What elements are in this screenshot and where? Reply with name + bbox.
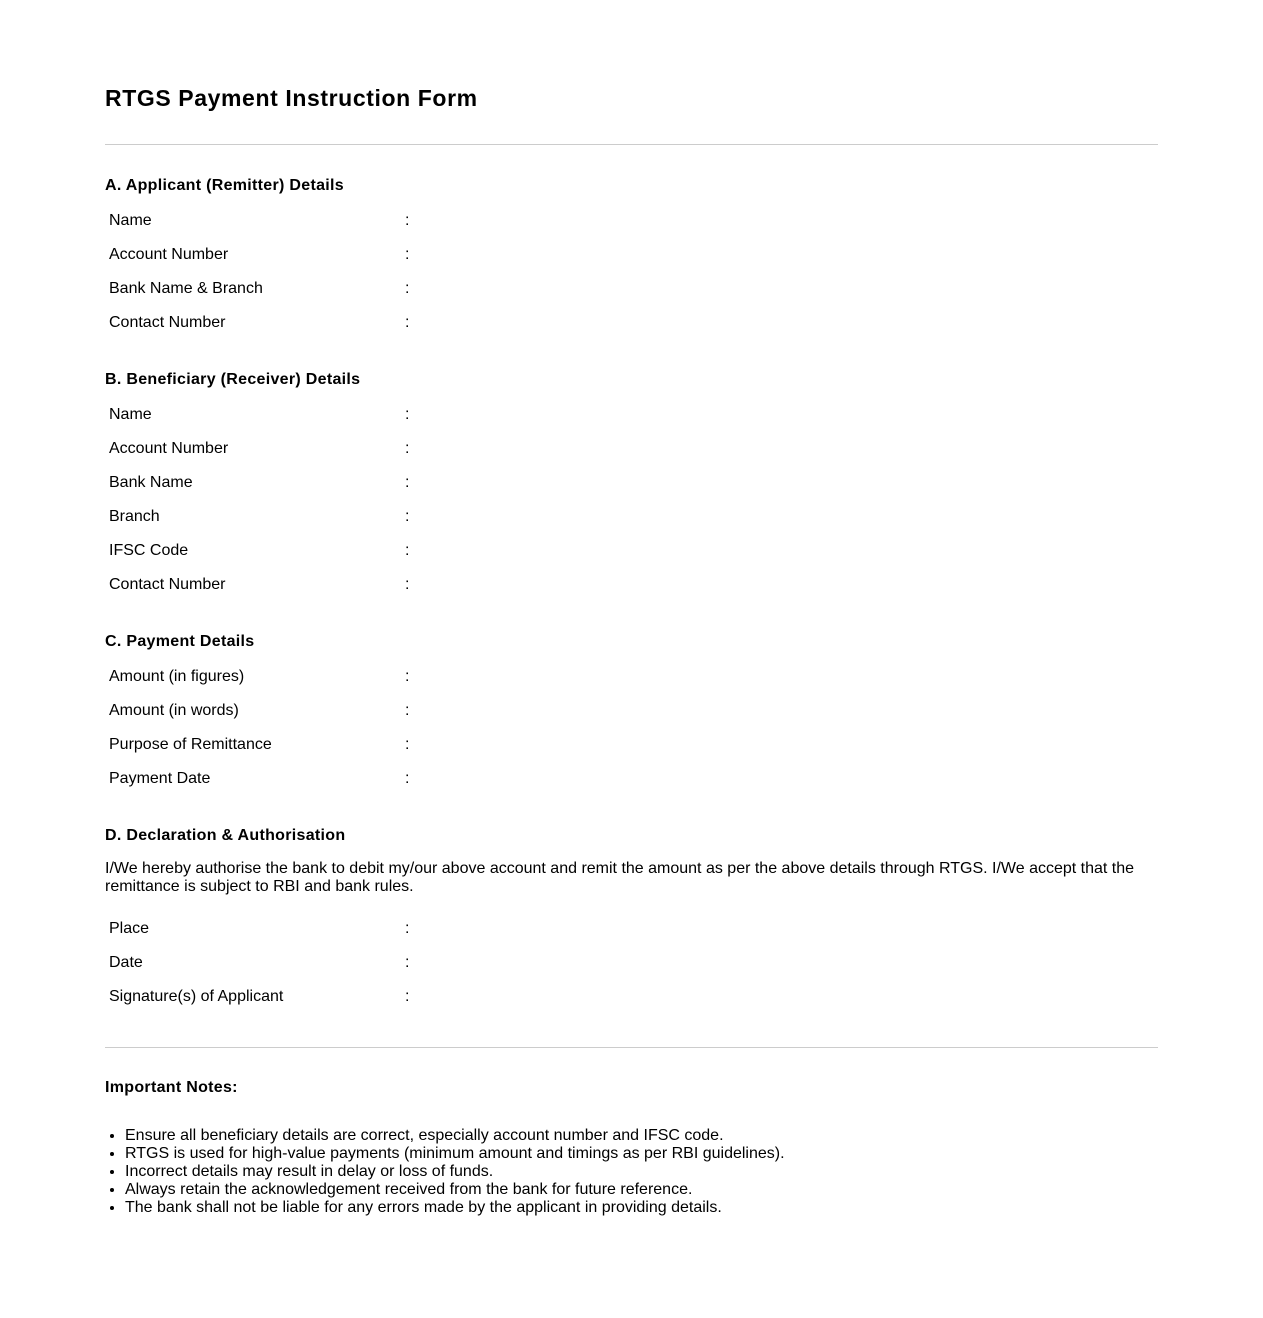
declaration-text: I/We hereby authorise the bank to debit my/our above account and remit the amount as per the above details through RTGS. I/We accept that the remittance is subject to RBI and bank rules. (105, 860, 1135, 895)
field-row-place (109, 912, 1149, 946)
field-row-applicant-contact-number (109, 306, 1149, 340)
field-row-applicant-bank-branch (109, 272, 1149, 306)
field-row-beneficiary-branch (109, 500, 1149, 534)
field-separator: : (405, 280, 410, 297)
field-separator: : (405, 246, 410, 263)
field-label: Amount (in figures) (109, 668, 245, 685)
form-title: RTGS Payment Instruction Form (105, 85, 478, 111)
field-separator: : (405, 988, 410, 1005)
field-separator: : (405, 314, 410, 331)
field-separator: : (405, 576, 410, 593)
field-label: Signature(s) of Applicant (109, 988, 284, 1005)
field-row-beneficiary-contact-number (109, 568, 1149, 602)
field-row-payment-date (109, 762, 1149, 796)
field-separator: : (405, 474, 410, 491)
section-heading-applicant: A. Applicant (Remitter) Details (105, 177, 344, 194)
field-row-amount-words (109, 694, 1149, 728)
field-label: Payment Date (109, 770, 211, 787)
list-item: • RTGS is used for high-value payments (minimum amount and timings as per RBI guidelines). (125, 1145, 785, 1163)
section-heading-beneficiary: B. Beneficiary (Receiver) Details (105, 371, 361, 388)
field-separator: : (405, 770, 410, 787)
field-separator: : (405, 212, 410, 229)
field-label: Bank Name & Branch (109, 280, 263, 297)
field-separator: : (405, 668, 410, 685)
field-row-beneficiary-name (109, 398, 1149, 432)
field-row-applicant-account-number (109, 238, 1149, 272)
field-row-date (109, 946, 1149, 980)
field-separator: : (405, 508, 410, 525)
field-separator: : (405, 736, 410, 753)
field-row-signature (109, 980, 1149, 1014)
notes-list (105, 1127, 785, 1217)
field-row-applicant-name (109, 204, 1149, 238)
field-separator: : (405, 702, 410, 719)
field-label: Name (109, 406, 152, 423)
field-label: Purpose of Remittance (109, 736, 272, 753)
payment-fields (109, 660, 1149, 796)
field-label: Account Number (109, 246, 229, 263)
field-row-purpose-of-remittance (109, 728, 1149, 762)
section-heading-payment: C. Payment Details (105, 633, 255, 650)
list-item: • Always retain the acknowledgement received from the bank for future reference. (125, 1181, 785, 1199)
field-row-beneficiary-account-number (109, 432, 1149, 466)
field-row-beneficiary-ifsc-code (109, 534, 1149, 568)
section-heading-declaration: D. Declaration & Authorisation (105, 827, 346, 844)
list-item: • The bank shall not be liable for any errors made by the applicant in providing details. (125, 1199, 785, 1217)
field-label: IFSC Code (109, 542, 189, 559)
field-separator: : (405, 920, 410, 937)
field-label: Date (109, 954, 143, 971)
field-label: Contact Number (109, 314, 226, 331)
field-separator: : (405, 406, 410, 423)
declaration-fields (109, 912, 1149, 1014)
field-label: Bank Name (109, 474, 193, 491)
field-row-amount-figures (109, 660, 1149, 694)
field-label: Name (109, 212, 152, 229)
field-label: Branch (109, 508, 160, 525)
applicant-fields (109, 204, 1149, 340)
field-label: Place (109, 920, 150, 937)
field-row-beneficiary-bank-name (109, 466, 1149, 500)
notes-heading: Important Notes: (105, 1079, 238, 1096)
field-separator: : (405, 954, 410, 971)
beneficiary-fields (109, 398, 1149, 602)
field-separator: : (405, 440, 410, 457)
field-separator: : (405, 542, 410, 559)
divider-top (105, 144, 1158, 145)
list-item: • Incorrect details may result in delay or loss of funds. (125, 1163, 785, 1181)
field-label: Account Number (109, 440, 229, 457)
field-label: Amount (in words) (109, 702, 239, 719)
divider-bottom (105, 1047, 1158, 1048)
field-label: Contact Number (109, 576, 226, 593)
list-item: • Ensure all beneficiary details are correct, especially account number and IFSC code. (125, 1127, 785, 1145)
